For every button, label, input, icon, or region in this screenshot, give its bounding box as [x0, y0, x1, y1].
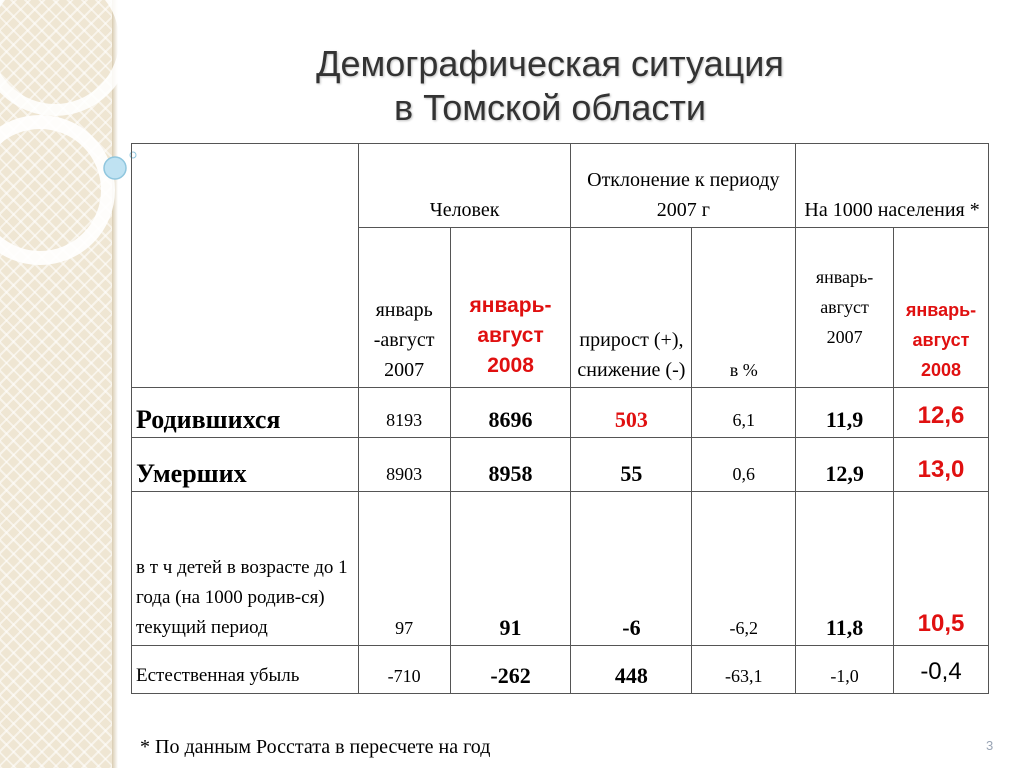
row-label-deaths: Умерших	[132, 438, 359, 492]
blue-dot-icon	[104, 157, 126, 179]
slide-title	[200, 42, 900, 130]
infant-per1000-2008: 10,5	[894, 492, 989, 646]
demography-table	[131, 143, 989, 694]
decline-per1000-2008: -0,4	[894, 646, 989, 694]
header-deviation: Отклонение к периоду 2007 г	[571, 144, 796, 228]
deaths-2007: 8903	[358, 438, 450, 492]
deaths-growth: 55	[571, 438, 692, 492]
births-2007: 8193	[358, 388, 450, 438]
table-row-births	[132, 388, 989, 438]
deaths-2008: 8958	[450, 438, 571, 492]
infant-per1000-2007: 11,8	[796, 492, 894, 646]
page-number: 3	[986, 738, 994, 753]
subheader-jan-aug-2008	[450, 228, 571, 388]
infant-2008: 91	[450, 492, 571, 646]
subheader-growth: прирост (+), снижение (-)	[571, 228, 692, 388]
decline-2007: -710	[358, 646, 450, 694]
row-label-natural-decline: Естественная убыль	[132, 646, 359, 694]
header-people: Человек	[358, 144, 571, 228]
infant-growth: -6	[571, 492, 692, 646]
footnote: * По данным Росстата в пересчете на год	[140, 736, 491, 758]
births-per1000-2008: 12,6	[894, 388, 989, 438]
deaths-percent: 0,6	[692, 438, 796, 492]
empty-corner-cell	[132, 144, 359, 388]
deaths-per1000-2007: 12,9	[796, 438, 894, 492]
deaths-per1000-2008: 13,0	[894, 438, 989, 492]
subheader-jan-aug-2007: январь -август 2007	[358, 228, 450, 388]
table-row-natural-decline	[132, 646, 989, 694]
births-2008: 8696	[450, 388, 571, 438]
table-row-infant	[132, 492, 989, 646]
title-line-2: в Томской области	[393, 87, 706, 128]
subheader-percent: в %	[692, 228, 796, 388]
subheader-per1000-2008: январь- август 2008	[894, 228, 989, 388]
births-percent: 6,1	[692, 388, 796, 438]
decline-per1000-2007: -1,0	[796, 646, 894, 694]
row-label-births: Родившихся	[132, 388, 359, 438]
decline-growth: 448	[571, 646, 692, 694]
decline-2008: -262	[450, 646, 571, 694]
header-per-1000: На 1000 населения *	[796, 144, 989, 228]
infant-2007: 97	[358, 492, 450, 646]
subheader-jan-aug-2008-text: январь- август 2008	[469, 294, 552, 377]
table-header-row	[132, 144, 989, 228]
infant-percent: -6,2	[692, 492, 796, 646]
row-label-infant: в т ч детей в возрасте до 1 года (на 1000 родив-ся) текущий период	[132, 492, 359, 646]
table-row-deaths	[132, 438, 989, 492]
births-growth: 503	[571, 388, 692, 438]
births-per1000-2007: 11,9	[796, 388, 894, 438]
decline-percent: -63,1	[692, 646, 796, 694]
title-line-1: Демографическая ситуация	[316, 43, 784, 84]
subheader-per1000-2007: январь- август 2007	[796, 228, 894, 388]
